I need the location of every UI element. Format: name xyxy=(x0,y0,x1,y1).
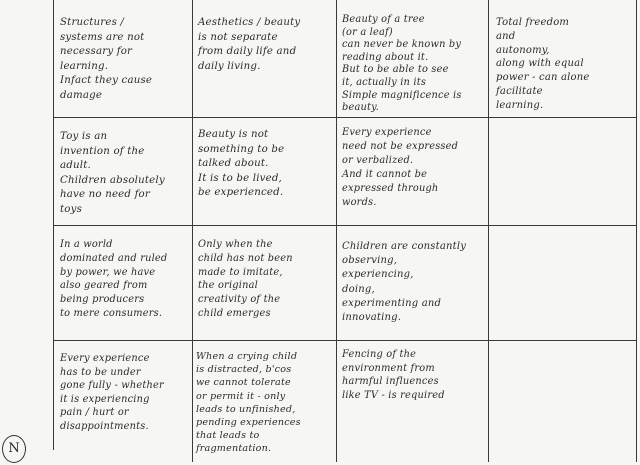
row-divider xyxy=(53,117,636,118)
note-cell-r1c1: Structures / systems are not necessary for learning. Infact they cause damage xyxy=(60,17,153,101)
note-cell-r2c3: Every experience need not be expressed or verbalized. And it cannot be expressed through words. xyxy=(342,127,459,208)
note-cell-r3c3: Children are constantly observing, experiencing, doing, experimenting and innovating. xyxy=(342,241,467,324)
note-cell-r4c2: When a crying child is distracted, b'cos we cannot tolerate or permit it - only leads to unfinished, pending experiences that leads to fragmentation. xyxy=(196,351,301,455)
note-cell-r2c2: Beauty is not something to be talked about. It is to be lived, be experienced. xyxy=(198,129,285,198)
note-cell-r1c2: Aesthetics / beauty is not separate from daily life and daily living. xyxy=(198,17,301,72)
note-cell-r4c3: Fencing of the environment from harmful influences like TV - is required xyxy=(342,349,445,401)
note-cell-r3c1: In a world dominated and ruled by power, we have also geared from being producers to mere consumers. xyxy=(60,239,168,319)
note-cell-r1c4: Total freedom and autonomy, along with equal power - can alone facilitate learning. xyxy=(496,17,590,111)
note-cell-r1c3: Beauty of a tree (or a leaf) can never be known by reading about it. But to be able to see it, actually in its Simple magnificence is beauty. xyxy=(342,14,462,114)
note-cell-r4c1: Every experience has to be under gone fully - whether it is experiencing pain / hurt or disappointments. xyxy=(60,353,164,432)
note-cell-r3c2: Only when the child has not been made to imitate, the original creativity of the child emerges xyxy=(198,239,293,319)
row-divider xyxy=(53,225,636,226)
row-divider xyxy=(53,340,636,341)
column-divider xyxy=(636,0,637,462)
column-divider xyxy=(192,0,193,462)
circled-page-mark: N xyxy=(2,435,26,463)
note-cell-r2c1: Toy is an invention of the adult. Children absolutely have no need for toys xyxy=(60,131,165,215)
column-divider xyxy=(488,0,489,462)
column-divider xyxy=(336,0,337,462)
